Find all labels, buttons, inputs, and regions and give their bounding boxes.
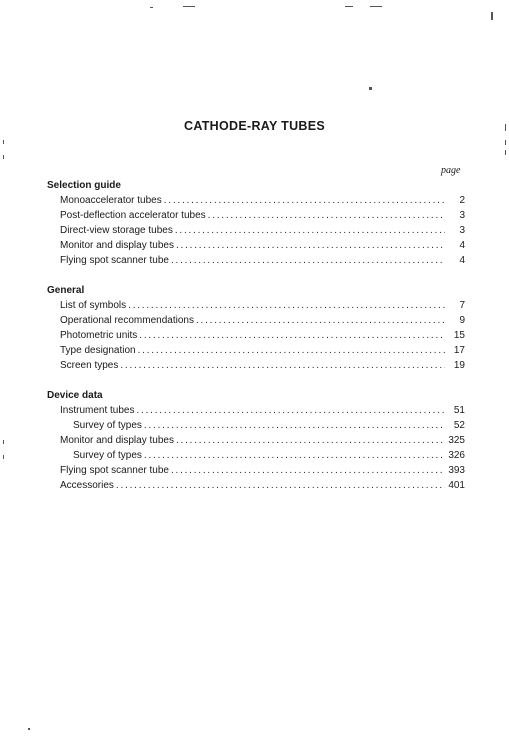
dot-leader [116, 478, 445, 493]
toc-entry-label: Monoaccelerator tubes [60, 195, 162, 206]
toc-entry-page: 325 [448, 435, 465, 446]
dot-leader [139, 328, 445, 343]
toc-entry-page: 52 [453, 420, 465, 431]
toc-entry [47, 433, 465, 448]
dot-leader [171, 253, 445, 268]
dot-leader [144, 418, 445, 433]
toc-entry-label: List of symbols [60, 300, 127, 311]
toc-entry-label: Instrument tubes [60, 405, 135, 416]
scan-speck [491, 12, 493, 20]
toc-entry [47, 208, 465, 223]
dot-leader [171, 463, 445, 478]
toc-entry-page: 51 [453, 405, 465, 416]
dot-leader [196, 313, 445, 328]
scan-speck [3, 440, 4, 444]
toc-entry-label: Monitor and display tubes [60, 240, 174, 251]
dot-leader [138, 343, 445, 358]
toc-entry-label: Post-deflection accelerator tubes [60, 210, 206, 221]
toc-entry-label: Direct-view storage tubes [60, 225, 173, 236]
scan-speck [370, 6, 382, 7]
toc-entry-label: Monitor and display tubes [60, 435, 174, 446]
toc-entry-label: Type designation [60, 345, 136, 356]
document-title: CATHODE-RAY TUBES [184, 119, 325, 133]
toc-section-general [47, 283, 465, 373]
scan-speck [369, 87, 372, 90]
toc-entry-label: Survey of types [73, 450, 142, 461]
scan-speck [3, 140, 4, 144]
toc-entry-page: 4 [459, 240, 465, 251]
toc-entry [47, 463, 465, 478]
toc-entry [47, 313, 465, 328]
section-heading: General [47, 285, 85, 296]
section-heading: Selection guide [47, 180, 121, 191]
toc-entry-label: Photometric units [60, 330, 138, 341]
toc-entry-page: 393 [448, 465, 465, 476]
toc-entry [47, 418, 465, 433]
toc-entry [47, 448, 465, 463]
toc-entry-page: 3 [459, 210, 465, 221]
toc-entry-page: 326 [448, 450, 465, 461]
dot-leader [136, 403, 445, 418]
dot-leader [164, 193, 445, 208]
toc-entry-label: Flying spot scanner tube [60, 465, 169, 476]
toc-entry-page: 19 [453, 360, 465, 371]
toc-entry [47, 193, 465, 208]
dot-leader [120, 358, 445, 373]
page-column-label: page [441, 165, 461, 176]
toc-entry-label: Flying spot scanner tube [60, 255, 169, 266]
toc-entry [47, 223, 465, 238]
toc-section-device-data [47, 388, 465, 493]
toc-entry [47, 328, 465, 343]
toc-entry-label: Accessories [60, 480, 114, 491]
dot-leader [144, 448, 445, 463]
toc-entry-page: 401 [448, 480, 465, 491]
scan-speck [345, 6, 353, 7]
toc-entry-label: Operational recommendations [60, 315, 194, 326]
toc-entry [47, 298, 465, 313]
dot-leader [175, 223, 445, 238]
dot-leader [176, 433, 445, 448]
toc-entry-page: 17 [453, 345, 465, 356]
toc-entry-label: Survey of types [73, 420, 142, 431]
toc-entry [47, 403, 465, 418]
scan-speck [28, 728, 30, 730]
scan-speck [150, 7, 153, 8]
dot-leader [128, 298, 445, 313]
toc-entry-page: 2 [459, 195, 465, 206]
toc-entry-page: 4 [459, 255, 465, 266]
toc-entry [47, 478, 465, 493]
toc-section-selection-guide [47, 178, 465, 268]
dot-leader [208, 208, 445, 223]
scan-speck [183, 6, 195, 7]
toc-entry-page: 9 [459, 315, 465, 326]
toc-entry-page: 7 [459, 300, 465, 311]
toc-entry [47, 358, 465, 373]
toc-entry-page: 3 [459, 225, 465, 236]
scan-speck [505, 150, 506, 155]
dot-leader [176, 238, 445, 253]
scan-speck [3, 455, 4, 459]
toc-entry [47, 343, 465, 358]
toc-entry-page: 15 [453, 330, 465, 341]
toc-entry-label: Screen types [60, 360, 119, 371]
toc-entry [47, 253, 465, 268]
scan-speck [3, 155, 4, 159]
scan-speck [505, 140, 506, 145]
toc-entry [47, 238, 465, 253]
section-heading: Device data [47, 390, 103, 401]
